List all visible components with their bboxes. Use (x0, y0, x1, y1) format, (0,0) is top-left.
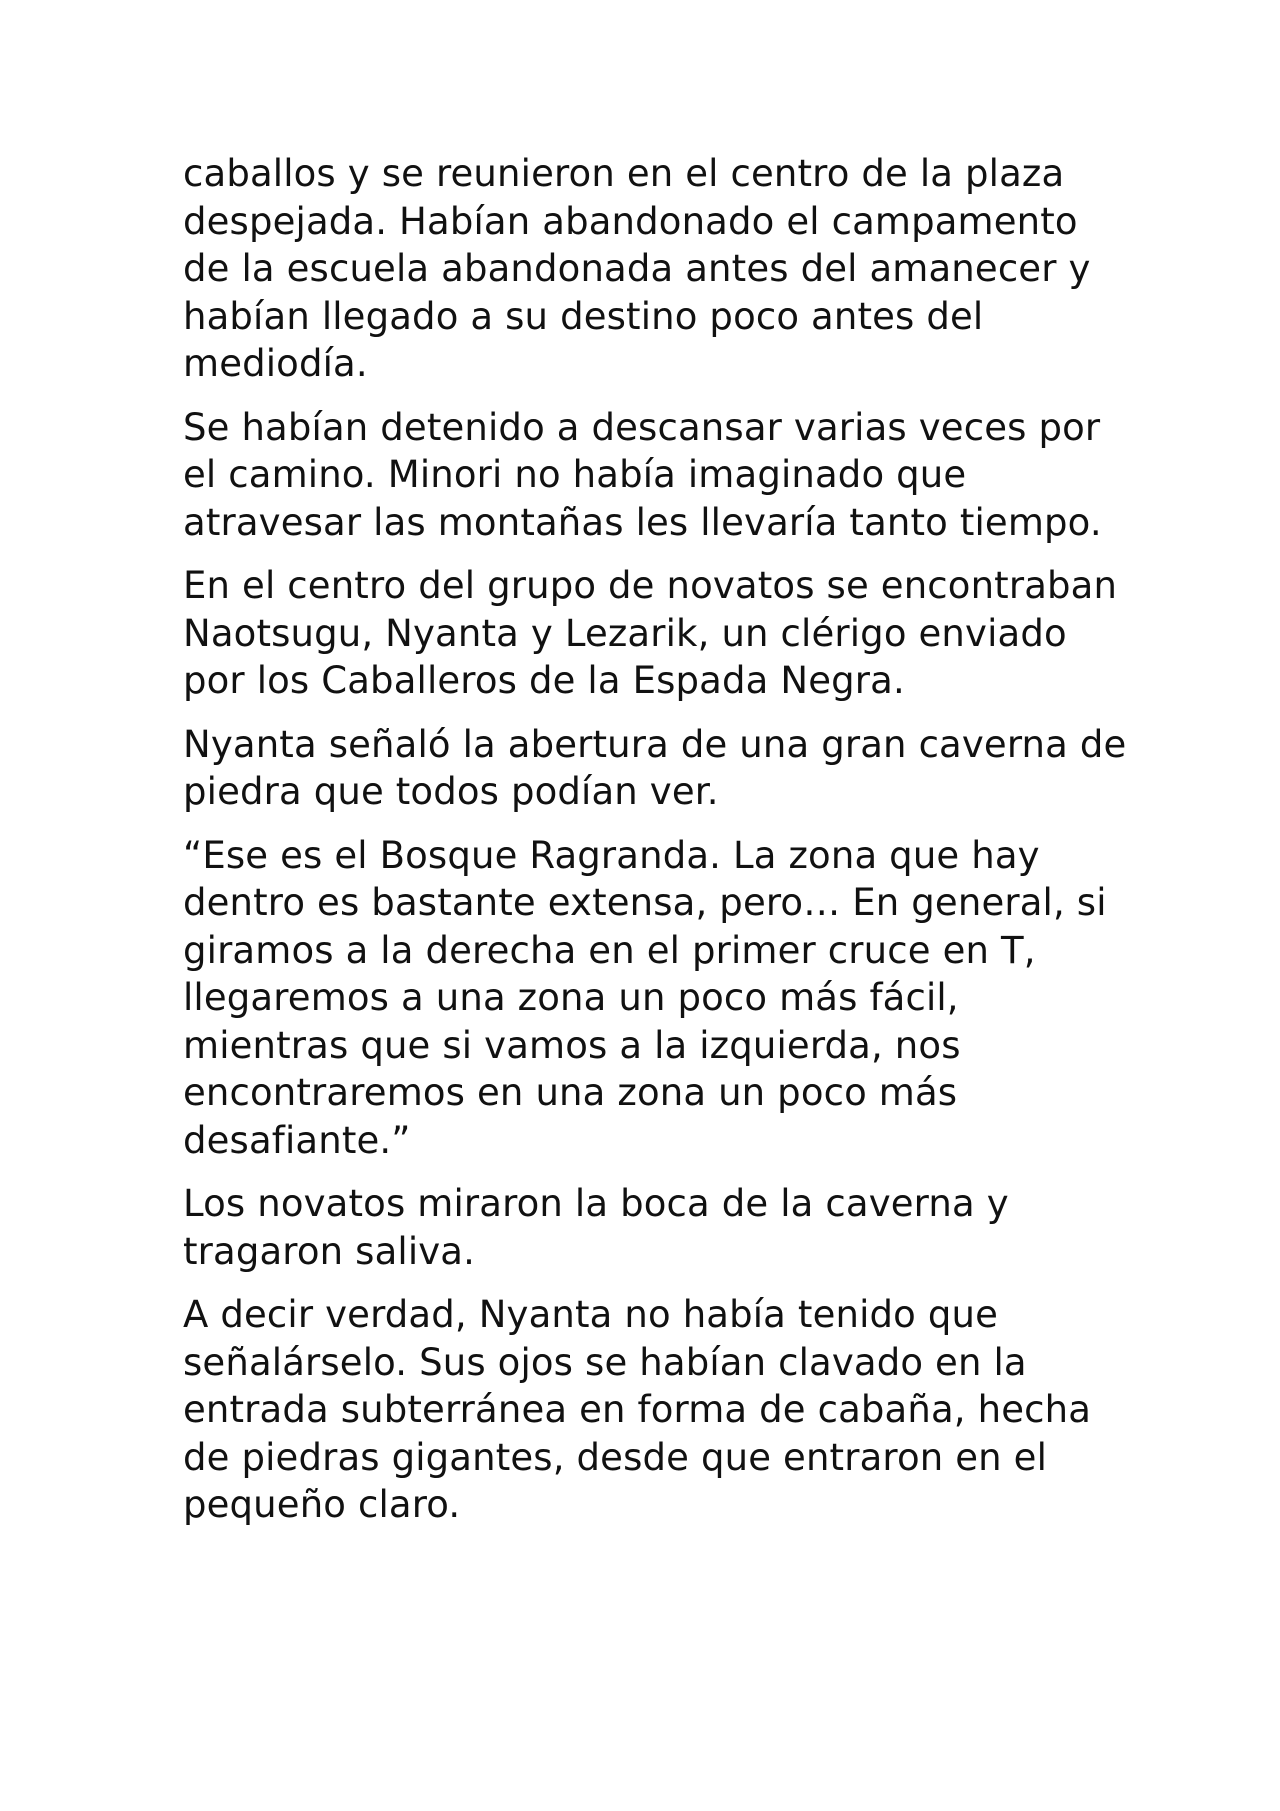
paragraph: En el centro del grupo de novatos se encontraban Naotsugu, Nyanta y Lezarik, un clérigo enviado por los Caballeros de la Espada Negra. (183, 564, 1118, 702)
paragraph: caballos y se reunieron en el centro de la plaza despejada. Habían abandonado el campamento de la escuela abandonada antes del amanecer y habían llegado a su destino poco antes del mediodía. (183, 152, 1091, 385)
paragraph: Se habían detenido a descansar varias veces por el camino. Minori no había imaginado que atravesar las montañas les llevaría tanto tiempo. (183, 405, 1102, 544)
paragraph: “Ese es el Bosque Ragranda. La zona que hay dentro es bastante extensa, pero… En general, si giramos a la derecha en el primer cruce en T, llegaremos a una zona un poco más fácil, mientras que si vamos a la izquierda, nos encontraremos en una zona un poco más desafiante.” (183, 833, 1107, 1162)
paragraph: Nyanta señaló la abertura de una gran caverna de piedra que todos podían ver. (183, 722, 1127, 813)
paragraph: A decir verdad, Nyanta no había tenido que señalárselo. Sus ojos se habían clavado en la entrada subterránea en forma de cabaña, hecha de piedras gigantes, desde que entraron en el pequeño claro. (183, 1293, 1092, 1526)
body-text (183, 150, 1128, 1545)
paragraph: Los novatos miraron la boca de la caverna y tragaron saliva. (183, 1182, 1009, 1273)
